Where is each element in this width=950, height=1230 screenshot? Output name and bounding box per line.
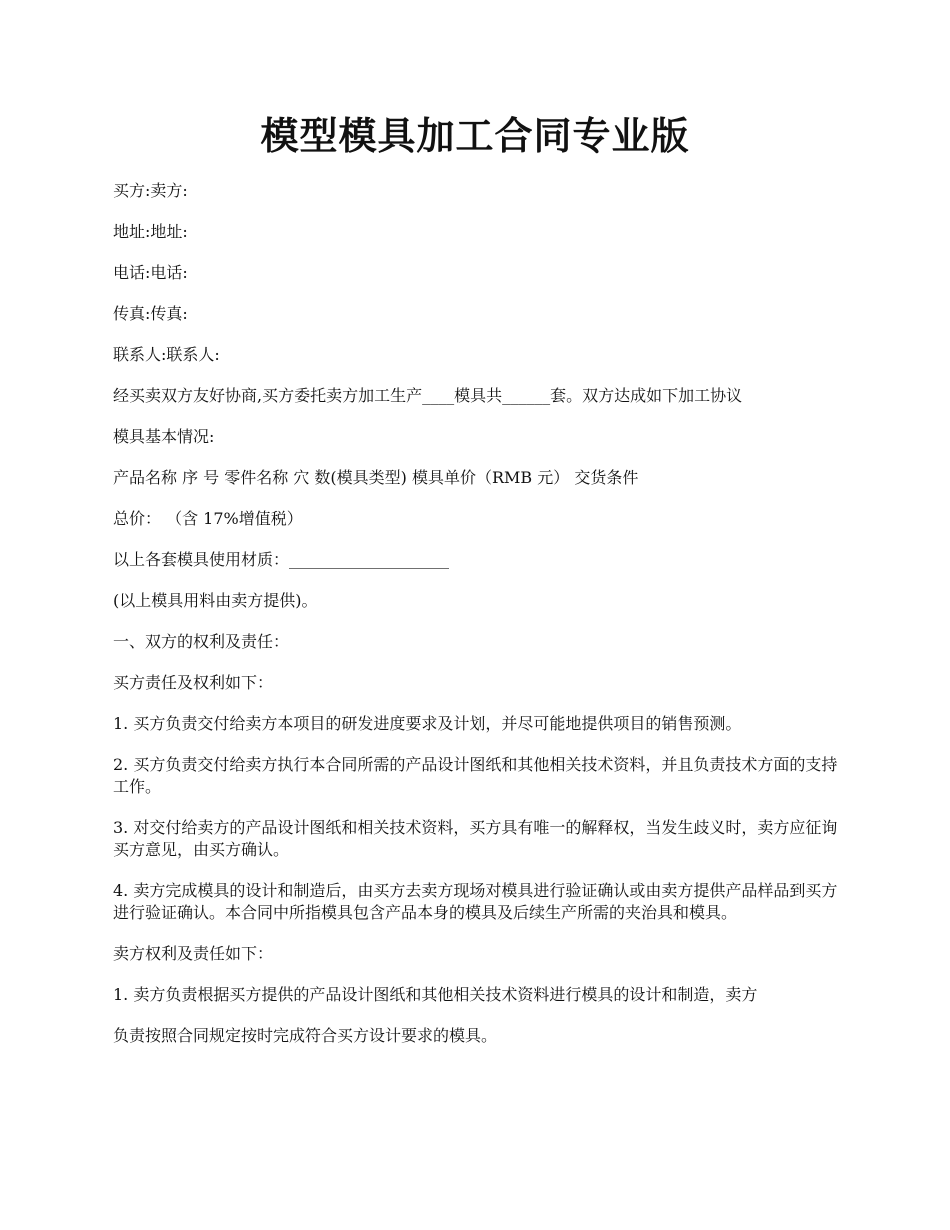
- paragraph-material-note: (以上模具用料由卖方提供)。: [113, 591, 318, 610]
- paragraph-fax: 传真:传真:: [113, 304, 188, 323]
- paragraph-intro: 经买卖双方友好协商,买方委托卖方加工生产____模具共______套。双方达成如下加工协议: [113, 386, 743, 405]
- paragraph-table-header: 产品名称 序 号 零件名称 穴 数(模具类型) 模具单价（RMB 元） 交货条件: [113, 468, 639, 487]
- seller-clause-1: 1. 卖方负责根据买方提供的产品设计图纸和其他相关技术资料进行模具的设计和制造，卖方: [113, 985, 758, 1004]
- paragraph-mold-info-heading: 模具基本情况:: [113, 427, 215, 446]
- paragraph-material: 以上各套模具使用材质：____________________: [113, 550, 450, 569]
- document-body: [113, 180, 843, 1066]
- paragraph-parties: 买方:卖方:: [113, 181, 188, 200]
- seller-rights-heading: 卖方权利及责任如下：: [113, 944, 274, 963]
- document-title: 模型模具加工合同专业版: [260, 113, 690, 158]
- buyer-clause-4: 4. 卖方完成模具的设计和制造后，由买方去卖方现场对模具进行验证确认或由卖方提供产品样品到买方进行验证确认。本合同中所指模具包含产品本身的模具及后续生产所需的夹治具和模具。: [113, 881, 838, 922]
- buyer-clause-3: 3. 对交付给卖方的产品设计图纸和相关技术资料，买方具有唯一的解释权，当发生歧义时，卖方应征询买方意见，由买方确认。: [113, 818, 838, 859]
- paragraph-address: 地址:地址:: [113, 222, 188, 241]
- buyer-rights-heading: 买方责任及权利如下：: [113, 673, 274, 692]
- buyer-clause-1: 1. 买方负责交付给卖方本项目的研发进度要求及计划，并尽可能地提供项目的销售预测。: [113, 714, 742, 733]
- paragraph-phone: 电话:电话:: [113, 263, 188, 282]
- section-heading-rights: 一、双方的权利及责任：: [113, 632, 290, 651]
- paragraph-total-price: 总价： （含 17%增值税）: [113, 509, 303, 528]
- seller-clause-1-continued: 负责按照合同规定按时完成符合买方设计要求的模具。: [113, 1026, 498, 1045]
- paragraph-contact: 联系人:联系人:: [113, 345, 220, 364]
- buyer-clause-2: 2. 买方负责交付给卖方执行本合同所需的产品设计图纸和其他相关技术资料，并且负责技术方面的支持工作。: [113, 755, 838, 796]
